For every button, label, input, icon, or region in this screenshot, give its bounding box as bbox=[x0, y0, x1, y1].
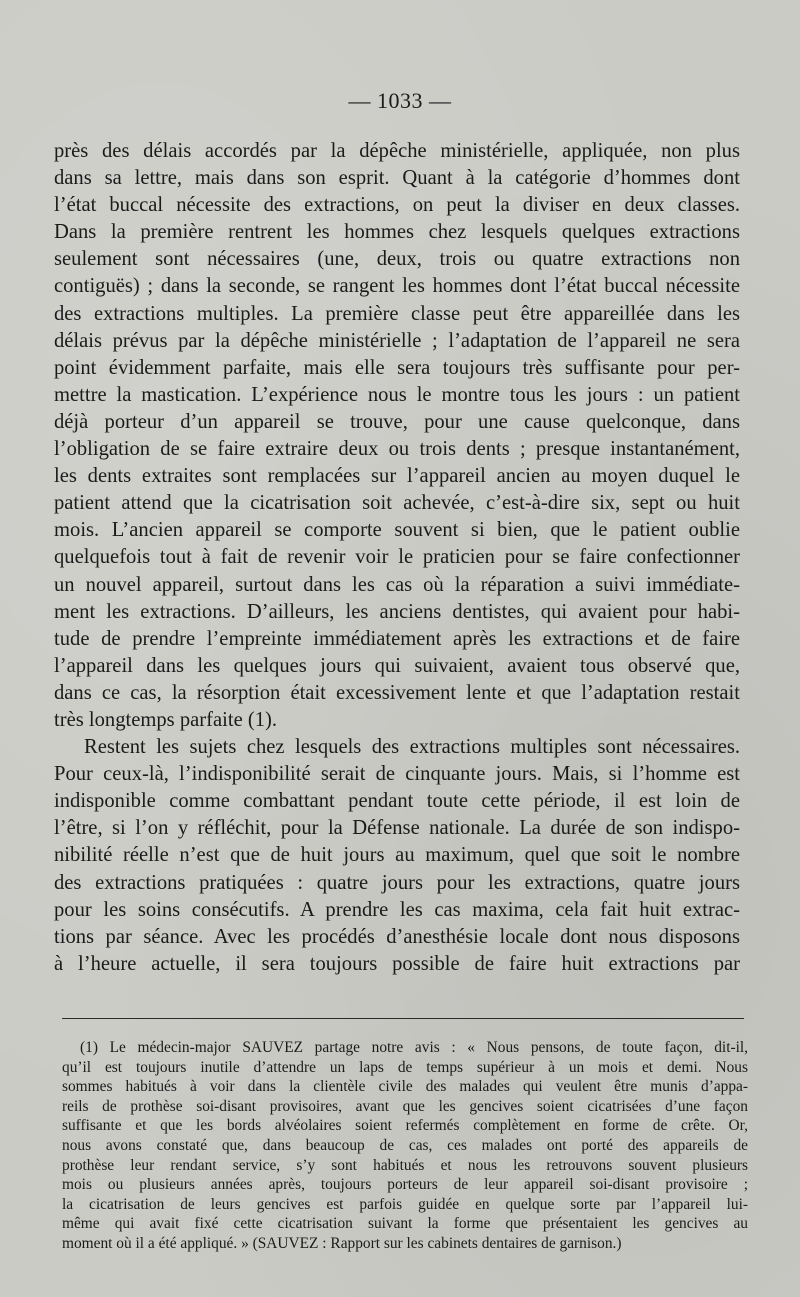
body-line: délais prévus par la dépêche ministérielle ; l’adaptation de l’appareil ne sera bbox=[54, 329, 740, 352]
body-line: l’état buccal nécessite des extractions, on peut la diviser en deux classes. bbox=[54, 194, 740, 217]
body-line: pour les soins consécutifs. A prendre les cas maxima, cela fait huit extrac- bbox=[54, 898, 740, 921]
body-line: près des délais accordés par la dépêche ministérielle, appliquée, non plus bbox=[54, 140, 740, 162]
footnote-line: qu’il est toujours inutile d’attendre un laps de temps supérieur à un mois et demi. Nous bbox=[62, 1058, 748, 1076]
footnote-line: la cicatrisation de leurs gencives est parfois guidée en quelque sorte par l’appareil lui- bbox=[62, 1195, 748, 1213]
footnote bbox=[62, 1038, 748, 1254]
footnote-line: même qui avait fixé cette cicatrisation suivant la forme que présentaient les gencives au bbox=[62, 1215, 748, 1233]
body-line: mois. L’ancien appareil se comporte souvent si bien, que le patient oublie bbox=[54, 519, 740, 542]
page-number: — 1033 — bbox=[348, 88, 452, 113]
body-line: seulement sont nécessaires (une, deux, trois ou quatre extractions non bbox=[54, 248, 740, 271]
footnote-line: nous avons constaté que, dans beaucoup de cas, ces malades ont porté des appareils de bbox=[62, 1136, 748, 1154]
body-line: dans ce cas, la résorption était excessivement lente et que l’adaptation restait bbox=[54, 681, 740, 704]
body-line: l’appareil dans les quelques jours qui suivaient, avaient tous observé que, bbox=[54, 654, 740, 677]
body-line: déjà porteur d’un appareil se trouve, pour une cause quelconque, dans bbox=[54, 410, 740, 433]
body-line: Restent les sujets chez lesquels des extractions multiples sont nécessaires. bbox=[84, 736, 740, 759]
footnote-line: sommes habitués à voir dans la clientèle civile des malades qui veulent être munis d’appa- bbox=[62, 1078, 748, 1096]
body-line: patient attend que la cicatrisation soit achevée, c’est-à-dire six, sept ou huit bbox=[54, 492, 740, 515]
body-line: un nouvel appareil, surtout dans les cas où la réparation a suivi immédiate- bbox=[54, 573, 740, 596]
body-line: des extractions pratiquées : quatre jours pour les extractions, quatre jours bbox=[54, 871, 740, 894]
body-line: l’obligation de se faire extraire deux ou trois dents ; presque instantanément, bbox=[54, 438, 740, 461]
body-line: contiguës) ; dans la seconde, se rangent les hommes dont l’état buccal nécessite bbox=[54, 275, 740, 298]
body-line: à l’heure actuelle, il sera toujours possible de faire huit extractions par bbox=[54, 952, 740, 975]
footnote-line: (1) Le médecin-major SAUVEZ partage notre avis : « Nous pensons, de toute façon, dit-il, bbox=[80, 1039, 748, 1056]
footnote-separator-rule bbox=[62, 1018, 744, 1019]
body-text bbox=[54, 138, 740, 978]
footnote-line: moment où il a été appliqué. » (SAUVEZ : Rapport sur les cabinets dentaires de garnison.) bbox=[62, 1234, 622, 1252]
body-line: les dents extraites sont remplacées sur l’appareil ancien au moyen duquel le bbox=[54, 465, 740, 488]
body-line: des extractions multiples. La première classe peut être appareillée dans les bbox=[54, 302, 740, 325]
footnote-line: suffisante et que les bords alvéolaires soient refermés complètement en forme de crête. Or, bbox=[62, 1117, 748, 1135]
footnote-line: prothèse leur rendant service, s’y sont habitués et nous les retrouvons souvent plusieurs bbox=[62, 1156, 748, 1174]
body-line: indisponible comme combattant pendant toute cette période, il est loin de bbox=[54, 790, 740, 813]
body-line: Dans la première rentrent les hommes chez lesquels quelques extractions bbox=[54, 221, 740, 244]
body-line: Pour ceux-là, l’indisponibilité serait de cinquante jours. Mais, si l’homme est bbox=[54, 763, 740, 786]
footnote-line: mois ou plusieurs années après, toujours porteurs de leur appareil soi-disant provisoire ; bbox=[62, 1176, 748, 1194]
body-line: tions par séance. Avec les procédés d’anesthésie locale dont nous disposons bbox=[54, 925, 740, 948]
body-line: tude de prendre l’empreinte immédiatement après les extractions et de faire bbox=[54, 627, 740, 650]
body-line: très longtemps parfaite (1). bbox=[54, 708, 278, 731]
body-line: ment les extractions. D’ailleurs, les anciens dentistes, qui avaient pour habi- bbox=[54, 600, 740, 623]
body-line: nibilité réelle n’est que de huit jours au maximum, quel que soit le nombre bbox=[54, 844, 740, 867]
body-line: dans sa lettre, mais dans son esprit. Quant à la catégorie d’hommes dont bbox=[54, 167, 740, 190]
body-line: l’être, si l’on y réfléchit, pour la Défense nationale. La durée de son indispo- bbox=[54, 817, 740, 840]
body-line: quelquefois tout à fait de revenir voir le praticien pour se faire confectionner bbox=[54, 546, 740, 569]
footnote-line: reils de prothèse soi-disant provisoires, avant que les gencives soient cicatrisées d’une façon bbox=[62, 1097, 748, 1115]
body-line: mettre la mastication. L’expérience nous le montre tous les jours : un patient bbox=[54, 383, 740, 406]
body-line: point évidemment parfaite, mais elle sera toujours très suffisante pour per- bbox=[54, 356, 740, 379]
